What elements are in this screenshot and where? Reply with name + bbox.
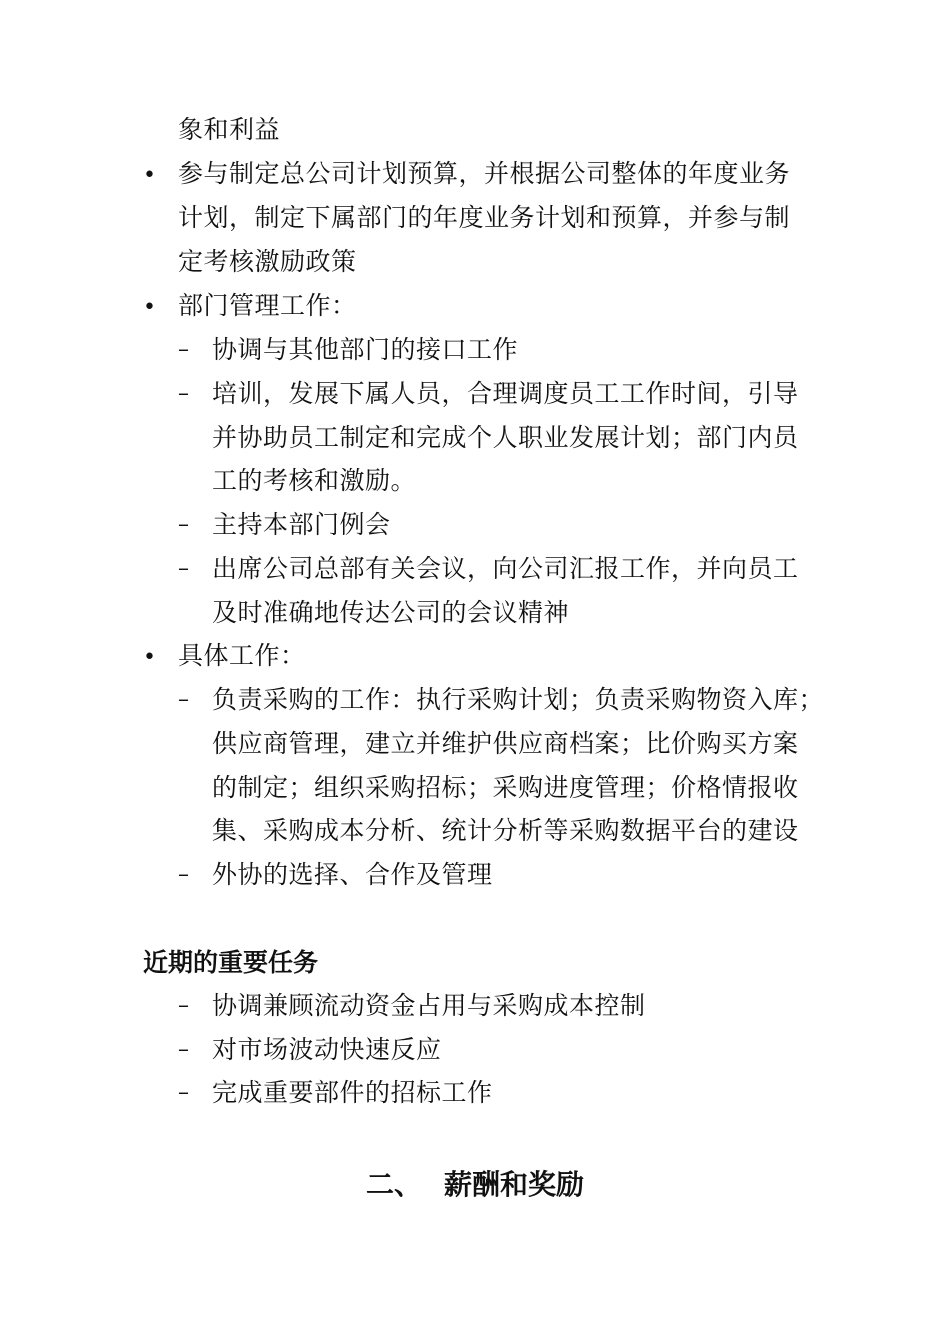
bullet3-item-line: 的制定；组织采购招标；采购进度管理；价格情报收 — [212, 773, 799, 802]
bullet1-line: 参与制定总公司计划预算，并根据公司整体的年度业务 — [178, 159, 791, 188]
dash-marker: – — [178, 993, 189, 1018]
dash-marker: – — [178, 556, 189, 581]
bullet3-item-line: 负责采购的工作：执行采购计划；负责采购物资入库； — [212, 685, 825, 714]
dash-marker: – — [178, 512, 189, 537]
section-title-text: 薪酬和奖励 — [444, 1168, 585, 1201]
section-number: 二、 — [365, 1168, 422, 1201]
bullet2-item-line: 主持本部门例会 — [212, 510, 391, 539]
bullet3-item-line: 外协的选择、合作及管理 — [212, 860, 493, 889]
bullet1-line: 计划，制定下属部门的年度业务计划和预算，并参与制 — [178, 203, 791, 232]
bullet-marker: • — [143, 645, 156, 670]
dash-marker: – — [178, 862, 189, 887]
bullet2-label: 部门管理工作： — [178, 291, 357, 320]
recent-task-item: 对市场波动快速反应 — [212, 1035, 442, 1064]
recent-task-item: 协调兼顾流动资金占用与采购成本控制 — [212, 991, 646, 1020]
bullet1-line: 定考核激励政策 — [178, 247, 357, 276]
bullet-marker: • — [143, 163, 156, 188]
dash-marker: – — [178, 1080, 189, 1105]
section-title — [0, 1168, 950, 1202]
recent-task-item: 完成重要部件的招标工作 — [212, 1078, 493, 1107]
dash-marker: – — [178, 337, 189, 362]
dash-marker: – — [178, 381, 189, 406]
dash-marker: – — [178, 687, 189, 712]
bullet2-item-line: 协调与其他部门的接口工作 — [212, 335, 519, 364]
recent-tasks-heading: 近期的重要任务 — [143, 948, 319, 977]
bullet-marker: • — [143, 295, 156, 320]
bullet2-item-line: 工的考核和激励。 — [212, 466, 417, 495]
bullet2-item-line: 培训，发展下属人员，合理调度员工工作时间，引导 — [212, 379, 799, 408]
continued-text: 象和利益 — [178, 115, 281, 144]
bullet2-item-line: 及时准确地传达公司的会议精神 — [212, 598, 570, 627]
bullet2-item-line: 出席公司总部有关会议，向公司汇报工作，并向员工 — [212, 554, 799, 583]
bullet3-item-line: 集、采购成本分析、统计分析等采购数据平台的建设 — [212, 816, 799, 845]
bullet2-item-line: 并协助员工制定和完成个人职业发展计划；部门内员 — [212, 423, 799, 452]
bullet3-item-line: 供应商管理，建立并维护供应商档案；比价购买方案 — [212, 729, 799, 758]
bullet3-label: 具体工作： — [178, 641, 306, 670]
dash-marker: – — [178, 1037, 189, 1062]
